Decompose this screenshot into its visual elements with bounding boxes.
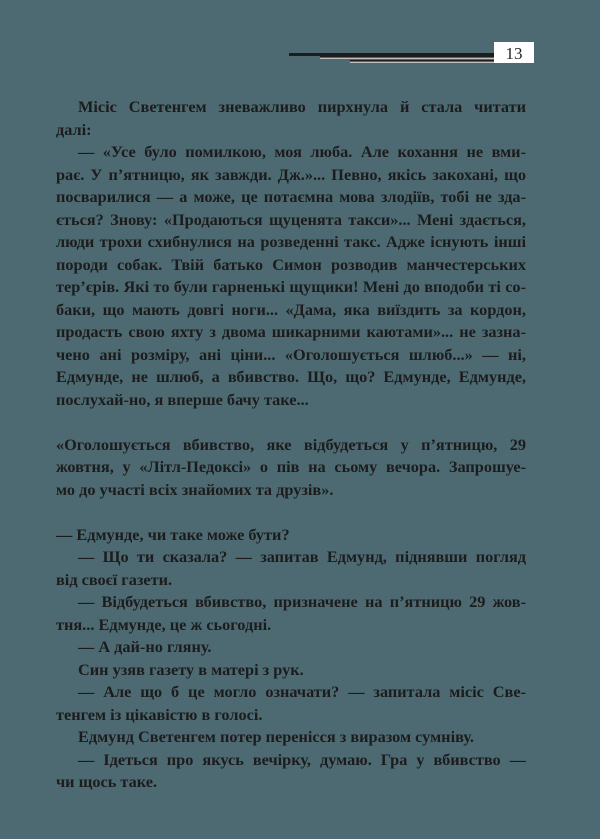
page-body-text: [56, 96, 526, 794]
text-line: — Що ти сказала? — запитав Едмунд, піднявши погляд: [78, 547, 526, 566]
page-number: 13: [494, 42, 534, 63]
text-line: породи собак. Твій батько Симон розводив манчестерських: [56, 254, 526, 274]
text-line: чено ані розміру, ані ціни... «Оголошується шлюб...» — ні,: [56, 344, 526, 364]
text-line: Едмунде, не шлюб, а вбивство. Що, що? Едмунде, Едмунде,: [56, 367, 526, 386]
text-line: баки, що мають довгі ноги... «Дама, яка виїздить за кордон,: [56, 299, 526, 319]
text-line: — Але що б це могло означати? — запитала місіс Све-: [78, 682, 526, 701]
header-decoration: [0, 0, 600, 80]
header-rule-short: [350, 60, 494, 63]
text-line: чи щось таке.: [56, 772, 158, 791]
text-line: послухай-но, я вперше бачу таке...: [56, 389, 309, 409]
text-line: ється? Знову: «Продаються щуценята такси»... Мені здається,: [56, 209, 526, 229]
text-line: Едмунд Светенгем потер перенісся з виразом сумніву.: [78, 727, 474, 746]
text-line: — Відбудеться вбивство, призначене на п’ятницю 29 жов-: [78, 592, 526, 611]
paragraph-gap: [56, 411, 526, 434]
text-line: — «Усе було помилкою, моя люба. Але кохання не вми-: [78, 142, 526, 161]
text-line: Місіс Светенгем зневажливо пирхнула й стала читати: [78, 97, 526, 116]
text-line: від своєї газети.: [56, 569, 173, 589]
text-line: Син узяв газету в матері з рук.: [78, 659, 304, 679]
announcement-line: «Оголошується вбивство, яке відбудеться у п’ятницю, 29: [56, 434, 526, 454]
text-line: тня... Едмунде, це ж сьогодні.: [56, 614, 272, 634]
announcement-line: мо до участі всіх знайомих та друзів».: [56, 479, 334, 499]
header-rule-middle: [320, 56, 494, 59]
announcement-line: жовтня, у «Літл-Педоксі» о пів на сьому вечора. Запрошуе-: [56, 457, 526, 476]
text-line: — Ідеться про якусь вечірку, думаю. Гра у вбивство —: [78, 749, 526, 769]
text-line: рає. У п’ятницю, як завжди. Дж.»... Певно, якісь закохані, що: [56, 164, 526, 184]
text-line: тер’єрів. Які то були гарненькі щущики! Мені до вподоби ті со-: [56, 277, 526, 296]
text-line: посварилися — а може, це потаємна мова злодіїв, тобі не зда-: [56, 187, 526, 206]
text-line: продасть свою яхту з двома шикарними каютами»... не зазна-: [56, 322, 526, 341]
text-line: далі:: [56, 119, 92, 139]
text-line: люди трохи схибнулися на розведенні такс. Адже існують інші: [56, 232, 526, 251]
text-line: — Едмунде, чи таке може бути?: [56, 524, 290, 544]
text-line: — А дай-но гляну.: [78, 637, 212, 656]
paragraph-gap: [56, 501, 526, 524]
text-line: тенгем із цікавістю в голосі.: [56, 704, 263, 724]
